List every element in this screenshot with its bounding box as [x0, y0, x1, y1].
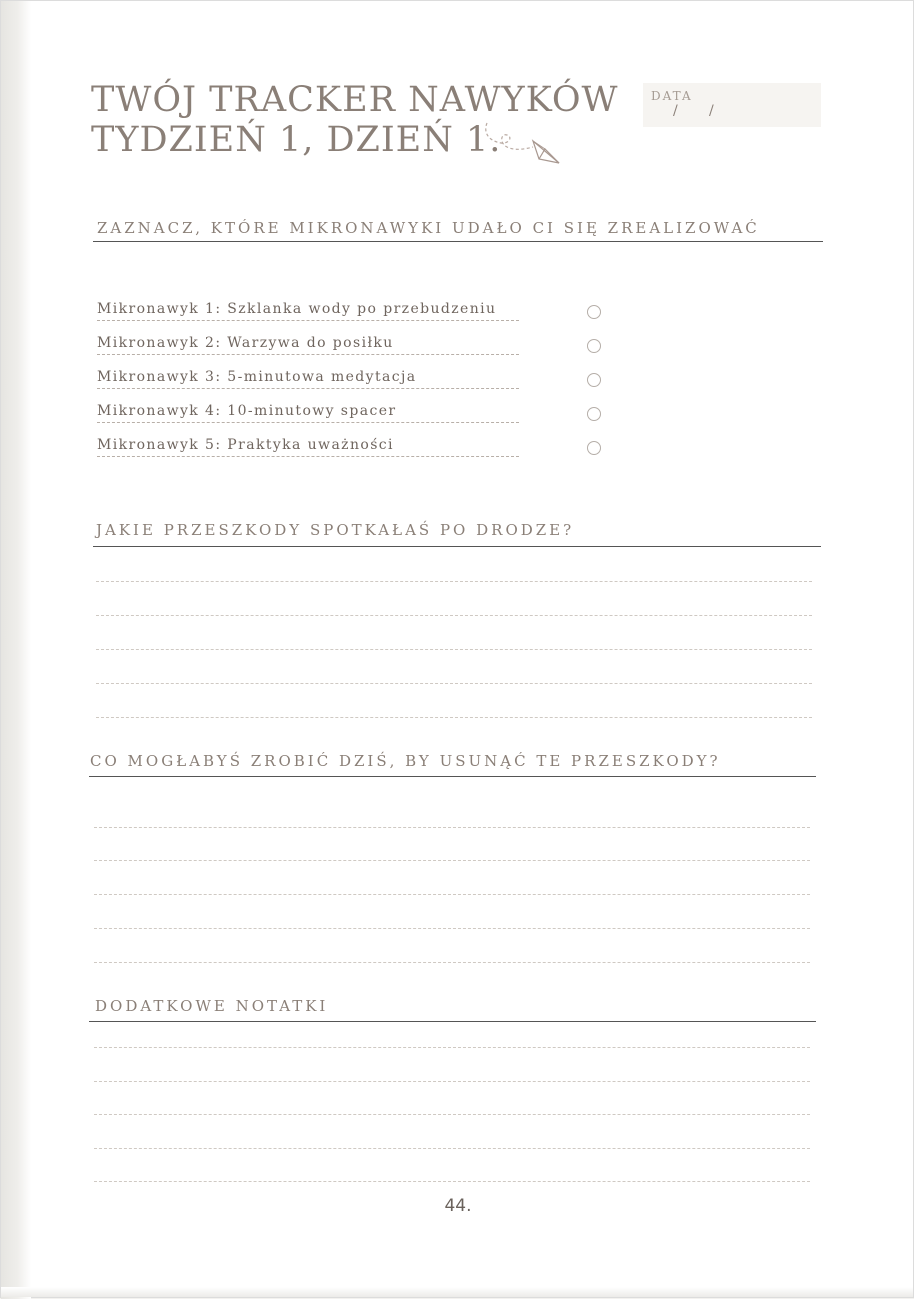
page-bottom-edge [1, 1287, 913, 1297]
title-line-2: TYDZIEŃ 1, DZIEŃ 1. [91, 120, 502, 160]
habit-row-3 [97, 369, 607, 393]
habit-checkbox[interactable] [587, 441, 601, 455]
habit-row-4 [97, 403, 607, 427]
writing-line[interactable] [94, 928, 810, 929]
habit-row-1 [97, 301, 607, 325]
habits-section-heading: ZAZNACZ, KTÓRE MIKRONAWYKI UDAŁO CI SIĘ ZREALIZOWAĆ [97, 219, 760, 237]
habit-label: Mikronawyk 5: Praktyka uważności [97, 437, 519, 457]
writing-line[interactable] [94, 1181, 810, 1182]
writing-line[interactable] [94, 894, 810, 895]
date-separator-1: / [673, 103, 678, 119]
notes-section-rule [89, 1021, 816, 1022]
date-label: DATA [651, 89, 693, 103]
writing-line[interactable] [94, 1081, 810, 1082]
habit-label: Mikronawyk 4: 10-minutowy spacer [97, 403, 519, 423]
writing-line[interactable] [94, 1114, 810, 1115]
paper-plane-icon [479, 119, 563, 169]
habit-row-5 [97, 437, 607, 461]
date-separator-2: / [709, 103, 714, 119]
habit-label: Mikronawyk 3: 5-minutowa medytacja [97, 369, 519, 389]
habit-checkbox[interactable] [587, 339, 601, 353]
date-field[interactable] [643, 83, 821, 127]
writing-line[interactable] [96, 615, 812, 616]
writing-line[interactable] [96, 683, 812, 684]
writing-line[interactable] [94, 1148, 810, 1149]
writing-line[interactable] [94, 1047, 810, 1048]
title-line-1: TWÓJ TRACKER NAWYKÓW [91, 80, 619, 120]
writing-line[interactable] [94, 827, 810, 828]
remove-obstacles-section-heading: CO MOGŁABYŚ ZROBIĆ DZIŚ, BY USUNĄĆ TE PRZESZKODY? [90, 752, 721, 770]
habit-label: Mikronawyk 2: Warzywa do posiłku [97, 335, 519, 355]
habit-row-2 [97, 335, 607, 359]
writing-line[interactable] [96, 717, 812, 718]
writing-line[interactable] [96, 649, 812, 650]
obstacles-section-rule [93, 546, 821, 547]
remove-obstacles-section-rule [89, 776, 816, 777]
habit-checkbox[interactable] [587, 373, 601, 387]
writing-line[interactable] [96, 581, 812, 582]
writing-line[interactable] [94, 962, 810, 963]
writing-line[interactable] [94, 860, 810, 861]
habit-checkbox[interactable] [587, 305, 601, 319]
obstacles-section-heading: JAKIE PRZESZKODY SPOTKAŁAŚ PO DRODZE? [96, 521, 575, 539]
habit-checkbox[interactable] [587, 407, 601, 421]
page-spine-shadow [1, 1, 31, 1299]
notes-section-heading: DODATKOWE NOTATKI [95, 997, 329, 1015]
habits-section-rule [93, 241, 823, 242]
page-number: 44. [444, 1196, 472, 1216]
habit-label: Mikronawyk 1: Szklanka wody po przebudzeniu [97, 301, 519, 321]
